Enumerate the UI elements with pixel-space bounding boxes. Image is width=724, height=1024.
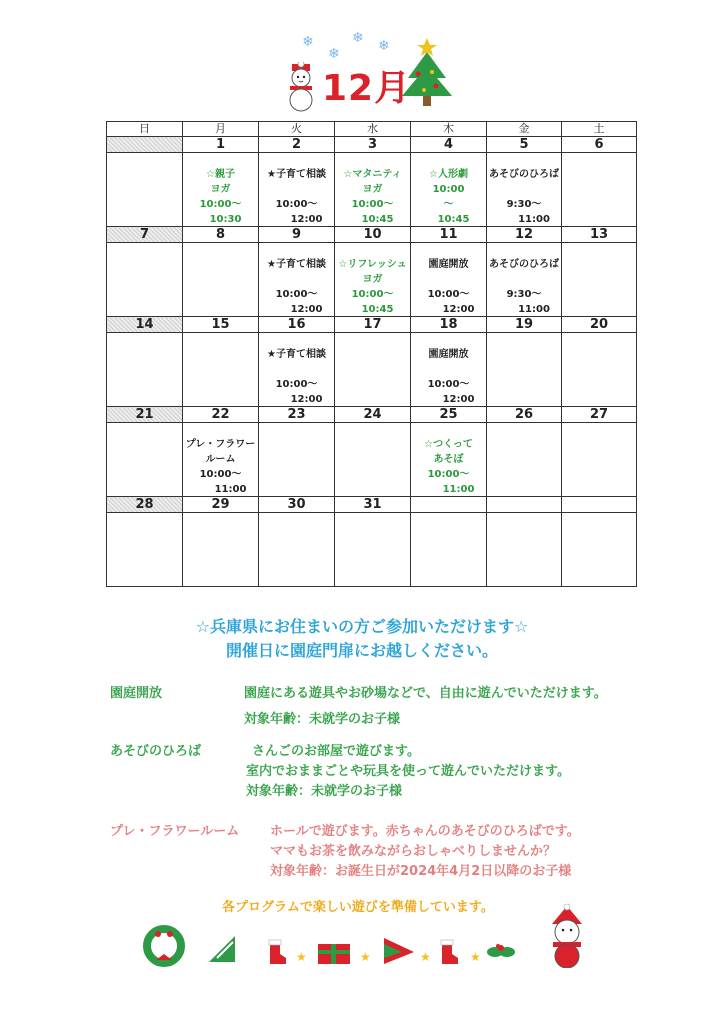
date-cell: 7 bbox=[107, 227, 183, 243]
day-cell bbox=[411, 153, 487, 227]
date-cell: 9 bbox=[259, 227, 335, 243]
day-cell bbox=[259, 153, 335, 227]
date-row bbox=[107, 137, 637, 153]
day-cell bbox=[183, 423, 259, 497]
day-cell bbox=[335, 513, 411, 587]
snowflake-icon: ❄ bbox=[352, 30, 364, 46]
date-cell: 25 bbox=[411, 407, 487, 423]
date-cell: 6 bbox=[562, 137, 637, 153]
snowflake-icon: ❄ bbox=[378, 38, 390, 54]
date-cell bbox=[107, 137, 183, 153]
day-cell bbox=[562, 423, 637, 497]
event-row bbox=[107, 153, 637, 227]
day-cell bbox=[335, 243, 411, 317]
date-row bbox=[107, 407, 637, 423]
program-line: 対象年齢：お誕生日が2024年4月2日以降のお子様 bbox=[270, 864, 572, 879]
program-name: あそびのひろば bbox=[110, 744, 202, 759]
snowflake-icon: ❄ bbox=[302, 34, 314, 50]
stocking-icon bbox=[436, 938, 462, 966]
event-text: ★子育て相談 10:00～ 12:00 bbox=[267, 349, 326, 405]
event-row bbox=[107, 333, 637, 407]
star-icon: ★ bbox=[296, 950, 307, 964]
month-title: 12月 bbox=[322, 68, 412, 109]
notice-line-1: ☆兵庫県にお住まいの方ご参加いただけます☆ bbox=[195, 617, 529, 636]
program-line: ママもお茶を飲みながらおしゃべりしませんか？ bbox=[270, 844, 557, 859]
day-cell bbox=[487, 333, 562, 407]
day-cell bbox=[487, 153, 562, 227]
date-cell: 14 bbox=[107, 317, 183, 333]
date-cell: 28 bbox=[107, 497, 183, 513]
gift-box-icon bbox=[316, 934, 352, 966]
day-cell bbox=[335, 153, 411, 227]
event-text: ☆リフレッシュ ヨガ 10:00～ 10:45 bbox=[338, 259, 407, 315]
notice-line-2: 開催日に園庭門扉にお越しください。 bbox=[225, 641, 498, 660]
date-cell: 13 bbox=[562, 227, 637, 243]
date-row bbox=[107, 497, 637, 513]
day-cell bbox=[411, 423, 487, 497]
date-cell: 3 bbox=[335, 137, 411, 153]
day-cell bbox=[107, 243, 183, 317]
date-row bbox=[107, 227, 637, 243]
date-cell: 5 bbox=[487, 137, 562, 153]
day-cell bbox=[335, 333, 411, 407]
holly-icon bbox=[486, 938, 516, 966]
day-cell bbox=[259, 333, 335, 407]
day-cell bbox=[562, 333, 637, 407]
wreath-icon bbox=[140, 922, 188, 970]
event-text: ☆マタニティ ヨガ 10:00～ 10:45 bbox=[343, 169, 402, 225]
snowman-icon bbox=[282, 62, 320, 112]
day-cell bbox=[183, 513, 259, 587]
date-row bbox=[107, 317, 637, 333]
day-cell bbox=[107, 153, 183, 227]
day-cell bbox=[259, 423, 335, 497]
day-cell bbox=[411, 243, 487, 317]
program-line: 室内でおままごとや玩具を使って遊んでいただけます。 bbox=[246, 764, 570, 779]
day-cell bbox=[183, 153, 259, 227]
christmas-tree-icon bbox=[396, 34, 458, 114]
day-cell bbox=[562, 153, 637, 227]
date-cell bbox=[562, 497, 637, 513]
stocking-icon bbox=[262, 938, 290, 966]
date-cell: 27 bbox=[562, 407, 637, 423]
date-cell: 23 bbox=[259, 407, 335, 423]
day-cell bbox=[107, 423, 183, 497]
program-line: 園庭にある遊具やお砂場などで、自由に遊んでいただけます。 bbox=[244, 686, 607, 701]
day-cell bbox=[411, 333, 487, 407]
star-icon: ★ bbox=[470, 950, 481, 964]
event-text: 園庭開放 10:00～ 12:00 bbox=[427, 349, 475, 405]
star-icon: ★ bbox=[360, 950, 371, 964]
day-cell bbox=[335, 423, 411, 497]
day-cell bbox=[107, 513, 183, 587]
day-cell bbox=[487, 513, 562, 587]
date-cell: 10 bbox=[335, 227, 411, 243]
program-name: 園庭開放 bbox=[110, 686, 163, 701]
event-row bbox=[107, 513, 637, 587]
program-line: 対象年齢：未就学のお子様 bbox=[244, 712, 401, 727]
day-cell bbox=[562, 513, 637, 587]
date-cell bbox=[411, 497, 487, 513]
date-cell: 26 bbox=[487, 407, 562, 423]
date-cell: 8 bbox=[183, 227, 259, 243]
day-cell bbox=[487, 243, 562, 317]
day-cell bbox=[562, 243, 637, 317]
date-cell bbox=[487, 497, 562, 513]
date-cell: 24 bbox=[335, 407, 411, 423]
date-cell: 12 bbox=[487, 227, 562, 243]
star-icon: ★ bbox=[420, 950, 431, 964]
date-cell: 11 bbox=[411, 227, 487, 243]
weekday-label: 水 bbox=[335, 122, 411, 137]
date-cell: 22 bbox=[183, 407, 259, 423]
event-text: 園庭開放 10:00～ 12:00 bbox=[427, 259, 475, 315]
calendar-table bbox=[106, 121, 637, 587]
day-cell bbox=[259, 243, 335, 317]
weekday-label: 日 bbox=[107, 122, 183, 137]
event-text: ☆人形劇 10:00 ～ 10:45 bbox=[429, 169, 470, 225]
date-cell: 15 bbox=[183, 317, 259, 333]
date-cell: 16 bbox=[259, 317, 335, 333]
footer-text: 各プログラムで楽しい遊びを準備しています。 bbox=[222, 900, 494, 915]
event-text: ★子育て相談 10:00～ 12:00 bbox=[267, 259, 326, 315]
day-cell bbox=[411, 513, 487, 587]
date-cell: 18 bbox=[411, 317, 487, 333]
event-row bbox=[107, 243, 637, 317]
day-cell bbox=[183, 243, 259, 317]
date-cell: 4 bbox=[411, 137, 487, 153]
event-text: ☆つくって あそぼ 10:00～ 11:00 bbox=[424, 439, 475, 495]
day-cell bbox=[259, 513, 335, 587]
party-hat-icon bbox=[382, 936, 416, 966]
weekday-header-row bbox=[107, 122, 637, 137]
program-line: ホールで遊びます。赤ちゃんのあそびのひろばです。 bbox=[270, 824, 580, 839]
event-text: あそびのひろば 9:30～ 11:00 bbox=[489, 259, 559, 315]
date-cell: 29 bbox=[183, 497, 259, 513]
weekday-label: 木 bbox=[411, 122, 487, 137]
date-cell: 21 bbox=[107, 407, 183, 423]
event-row bbox=[107, 423, 637, 497]
snowflake-icon: ❄ bbox=[328, 46, 340, 62]
date-cell: 31 bbox=[335, 497, 411, 513]
weekday-label: 火 bbox=[259, 122, 335, 137]
program-line: 対象年齢：未就学のお子様 bbox=[246, 784, 403, 799]
date-cell: 20 bbox=[562, 317, 637, 333]
date-cell: 17 bbox=[335, 317, 411, 333]
event-text: あそびのひろば 9:30～ 11:00 bbox=[489, 169, 559, 225]
day-cell bbox=[487, 423, 562, 497]
event-text: プレ・フラワー ルーム 10:00～ 11:00 bbox=[185, 439, 256, 495]
day-cell bbox=[183, 333, 259, 407]
date-cell: 30 bbox=[259, 497, 335, 513]
event-text: ★子育て相談 10:00～ 12:00 bbox=[267, 169, 326, 225]
program-line: さんごのお部屋で遊びます。 bbox=[252, 744, 420, 759]
event-text: ☆親子 ヨガ 10:00～ 10:30 bbox=[199, 169, 242, 225]
party-hat-icon bbox=[205, 932, 239, 966]
snowman-icon bbox=[544, 904, 590, 968]
date-cell: 1 bbox=[183, 137, 259, 153]
weekday-label: 土 bbox=[562, 122, 637, 137]
day-cell bbox=[107, 333, 183, 407]
weekday-label: 月 bbox=[183, 122, 259, 137]
date-cell: 2 bbox=[259, 137, 335, 153]
program-name: プレ・フラワールーム bbox=[110, 824, 240, 839]
weekday-label: 金 bbox=[487, 122, 562, 137]
date-cell: 19 bbox=[487, 317, 562, 333]
